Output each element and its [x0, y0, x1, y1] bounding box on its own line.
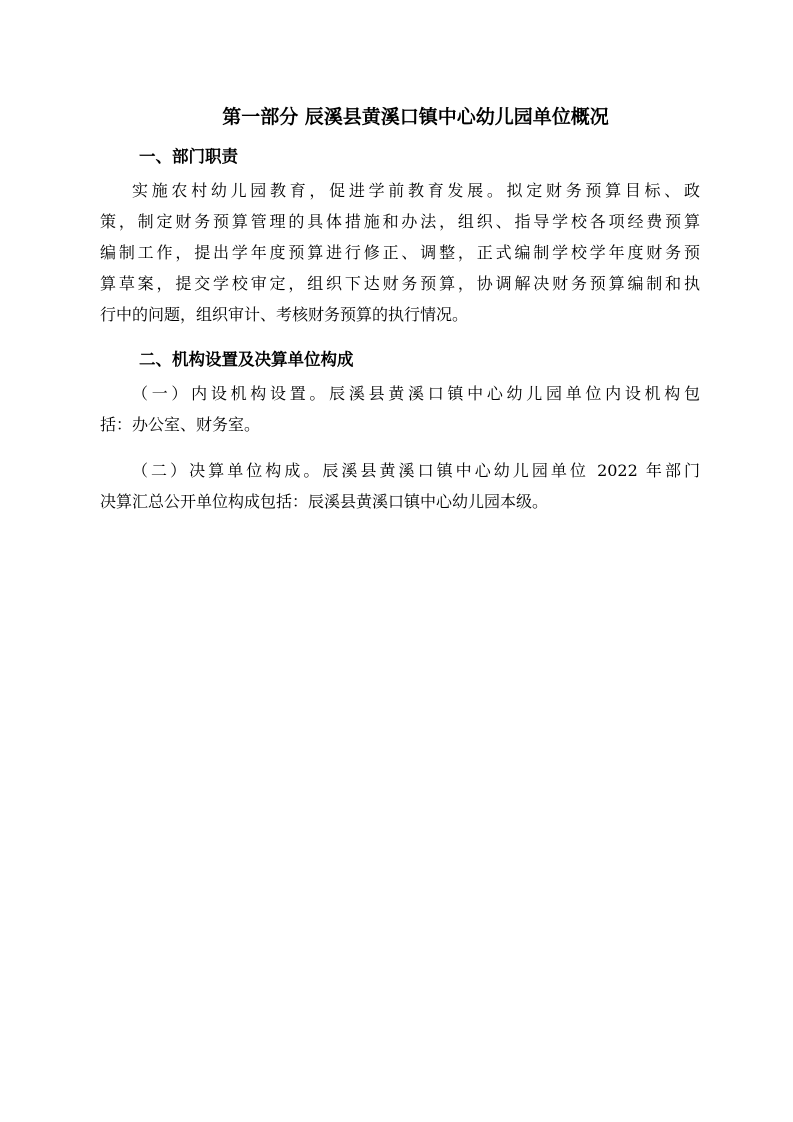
paragraph-line: 决算汇总公开单位构成包括：辰溪县黄溪口镇中心幼儿园本级。 — [100, 492, 549, 511]
section-heading-duties: 一、部门职责 — [139, 147, 238, 166]
paragraph-line: 算草案，提交学校审定，组织下达财务预算，协调解决财务预算编制和执 — [100, 274, 700, 293]
paragraph-line: 实施农村幼儿园教育，促进学前教育发展。拟定财务预算目标、政 — [132, 181, 700, 200]
duties-paragraph — [100, 175, 700, 330]
accounting-units-paragraph — [100, 455, 700, 517]
section-heading-structure: 二、机构设置及决算单位构成 — [139, 350, 354, 369]
internal-structure-paragraph — [100, 378, 700, 440]
paragraph-line: 策，制定财务预算管理的具体措施和办法，组织、指导学校各项经费预算 — [100, 212, 700, 231]
paragraph-line: 行中的问题，组织审计、考核财务预算的执行情况。 — [100, 305, 469, 324]
paragraph-line: 括：办公室、财务室。 — [100, 415, 261, 434]
paragraph-line: （二）决算单位构成。辰溪县黄溪口镇中心幼儿园单位 2022 年部门 — [132, 461, 700, 480]
page-title: 第一部分 辰溪县黄溪口镇中心幼儿园单位概况 — [222, 106, 609, 128]
paragraph-line: 编制工作，提出学年度预算进行修正、调整，正式编制学校学年度财务预 — [100, 243, 700, 262]
paragraph-line: （一）内设机构设置。辰溪县黄溪口镇中心幼儿园单位内设机构包 — [132, 384, 700, 403]
